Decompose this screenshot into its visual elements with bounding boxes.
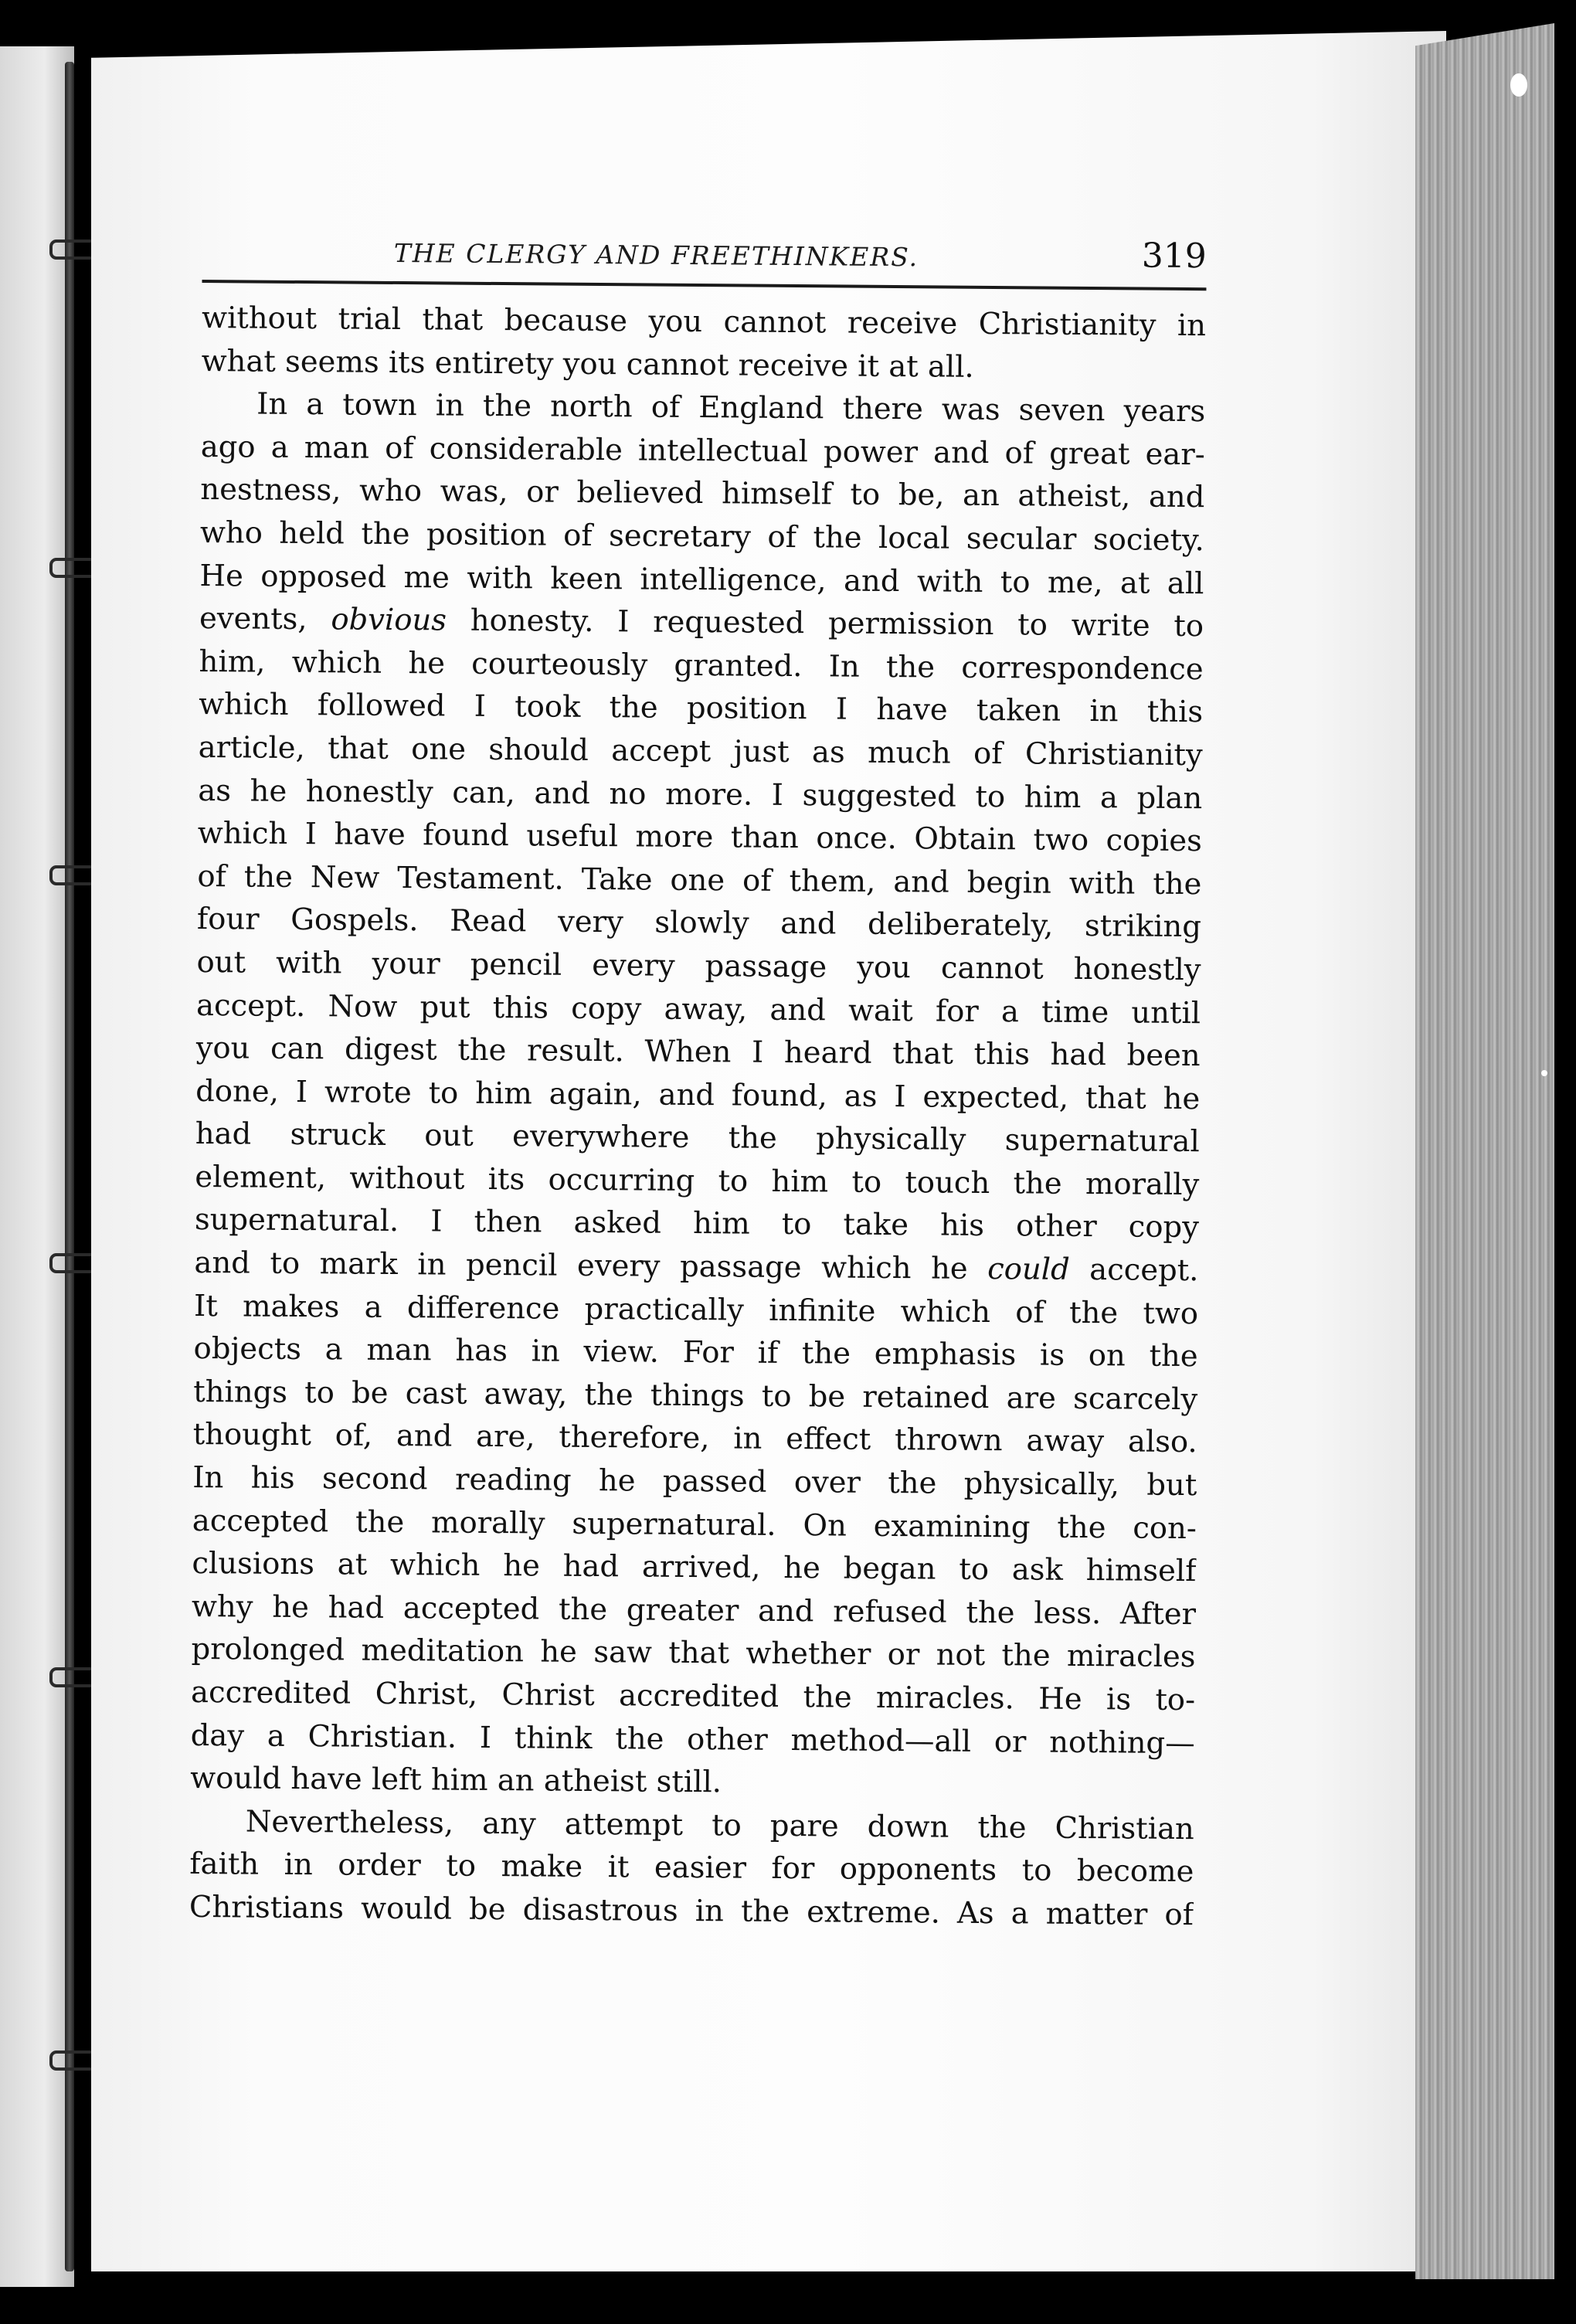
text-line: He opposed me with keen intelligence, and with to me, at all — [199, 558, 1204, 601]
text-line: as he honestly can, and no more. I suggested to him a plan — [198, 773, 1203, 816]
page-number: 319 — [1141, 236, 1207, 277]
text-line: of the New Testament. Take one of them, and begin with the — [197, 858, 1202, 902]
text-line: and to mark in pencil every passage which he could accept. — [194, 1245, 1199, 1289]
paragraph — [189, 1800, 1194, 1937]
text-line: him, which he courteously granted. In the correspondence — [199, 644, 1204, 687]
page-text-block — [189, 232, 1207, 1937]
text-line: events, obvious honesty. I requested permission to write to — [199, 601, 1204, 644]
text-line: without trial that because you cannot receive Christianity in — [201, 300, 1207, 344]
text-line: faith in order to make it easier for opponents to become — [189, 1847, 1194, 1890]
paragraph — [201, 297, 1206, 390]
text-line: who held the position of secretary of the local secular society. — [199, 515, 1205, 559]
text-line: In his second reading he passed over the physically, but — [192, 1459, 1197, 1503]
running-header — [202, 232, 1206, 290]
text-line: done, I wrote to him again, and found, as I expected, that he — [195, 1073, 1201, 1116]
text-line: element, without its occurring to him to touch the morally — [195, 1159, 1200, 1203]
text-line: why he had accepted the greater and refused the less. After — [191, 1588, 1197, 1632]
text-line: supernatural. I then asked him to take his other copy — [194, 1202, 1200, 1245]
text-line: objects a man has in view. For if the emphasis is on the — [193, 1331, 1198, 1374]
text-line: would have left him an atheist still. — [190, 1761, 722, 1800]
text-line: In a town in the north of England there was seven years — [256, 386, 1206, 430]
text-line: accept. Now put this copy away, and wait for a time until — [195, 987, 1201, 1031]
text-line: which followed I took the position I have taken in this — [199, 687, 1204, 730]
text-line: Nevertheless, any attempt to pare down the Christian — [245, 1804, 1194, 1847]
text-line: you can digest the result. When I heard that this had been — [195, 1031, 1201, 1074]
text-line: had struck out everywhere the physically supernatural — [195, 1116, 1200, 1160]
text-line: Christians would be disastrous in the extreme. As a matter of — [189, 1889, 1194, 1933]
text-line: accepted the morally supernatural. On examining the con- — [192, 1503, 1197, 1546]
text-line: thought of, and are, therefore, in effect thrown away also. — [192, 1417, 1197, 1460]
dust-speck — [1541, 1070, 1547, 1076]
dust-speck — [1510, 73, 1527, 97]
text-line: article, that one should accept just as much of Christianity — [198, 729, 1203, 773]
text-line: things to be cast away, the things to be retained are scarcely — [193, 1374, 1198, 1418]
text-line: out with your pencil every passage you cannot honestly — [196, 944, 1201, 988]
text-line: prolonged meditation he saw that whether or not the miracles — [191, 1632, 1196, 1675]
text-line: what seems its entirety you cannot receive it at all. — [201, 343, 974, 385]
stacked-page-edges — [1415, 23, 1554, 2279]
text-line: which I have found useful more than once. Obtain two copies — [197, 816, 1203, 859]
facing-page-edge — [0, 46, 74, 2287]
running-title: THE CLERGY AND FREETHINKERS. — [393, 237, 919, 273]
paragraph — [190, 382, 1205, 1808]
text-line: four Gospels. Read very slowly and deliberately, striking — [196, 902, 1202, 945]
text-line: It makes a difference practically infinite which of the two — [193, 1288, 1199, 1331]
text-line: nestness, who was, or believed himself to be, an atheist, and — [200, 472, 1205, 515]
binding-spine — [65, 62, 74, 2271]
text-line: accredited Christ, Christ accredited the miracles. He is to- — [190, 1674, 1196, 1718]
text-line: day a Christian. I think the other method—all or nothing— — [190, 1718, 1195, 1761]
text-line: ago a man of considerable intellectual power and of great ear- — [200, 429, 1205, 472]
body-text — [189, 297, 1207, 1937]
text-line: clusions at which he had arrived, he began to ask himself — [192, 1546, 1197, 1589]
